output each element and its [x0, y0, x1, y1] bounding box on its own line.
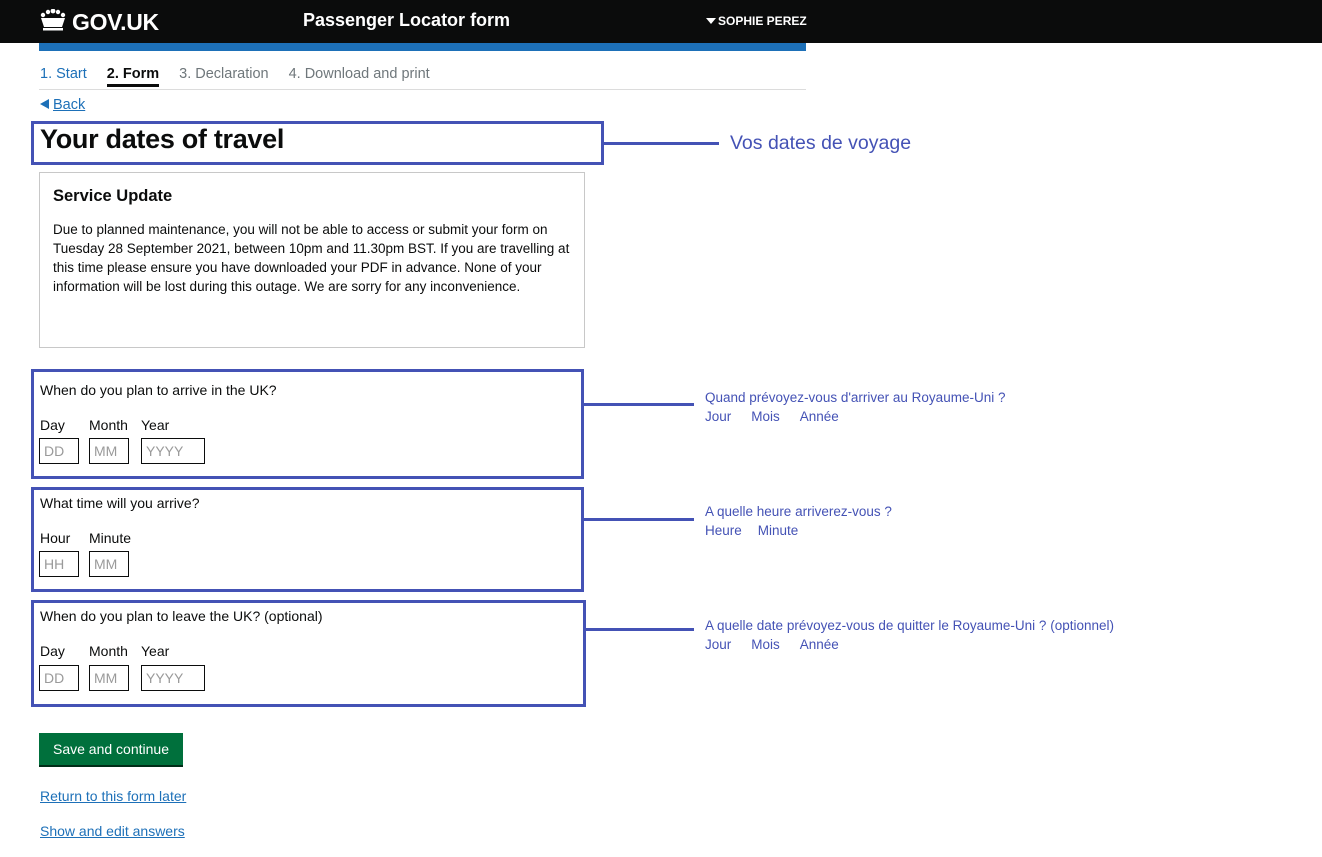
arrival-year-label: Year	[141, 417, 170, 433]
departure-month-label: Month	[89, 643, 128, 659]
step-form: 2. Form	[107, 66, 159, 87]
arrival-time-question: What time will you arrive?	[40, 495, 200, 511]
departure-date-question: When do you plan to leave the UK? (optional)	[40, 608, 323, 624]
page-title-translation: Vos dates de voyage	[730, 132, 912, 154]
arrival-date-translation-question: Quand prévoyez-vous d'arriver au Royaume-Uni ?	[705, 390, 1006, 405]
arrival-minute-input[interactable]	[89, 551, 129, 577]
departure-month-input[interactable]	[89, 665, 129, 691]
service-update-body: Due to planned maintenance, you will not be able to access or submit your form on Tuesday 28 September 2021, between 10pm and 11.30pm BST. If you are travelling at this time please ensure you have downloaded your PDF in advance. None of your information will be lost during this outage. We are sorry for any inconvenience.	[53, 222, 570, 294]
page-title: Your dates of travel	[40, 124, 285, 154]
back-arrow-icon	[40, 97, 49, 113]
progress-steps	[40, 66, 430, 87]
arrival-hour-label: Hour	[40, 530, 71, 546]
arrival-time-translation	[705, 502, 892, 540]
step-declaration: 3. Declaration	[179, 66, 269, 82]
arrival-hour-input[interactable]	[39, 551, 79, 577]
departure-date-annotation-line	[586, 628, 694, 631]
departure-year-translation: Année	[799, 637, 839, 652]
service-update-panel	[39, 172, 585, 348]
departure-year-label: Year	[141, 643, 170, 659]
back-link[interactable]	[40, 97, 85, 113]
arrival-day-input[interactable]	[39, 438, 79, 464]
departure-day-input[interactable]	[39, 665, 79, 691]
arrival-date-question: When do you plan to arrive in the UK?	[40, 382, 277, 398]
arrival-date-translation	[705, 388, 1005, 426]
arrival-month-translation: Mois	[751, 409, 780, 424]
arrival-minute-label: Minute	[89, 530, 132, 546]
arrival-minute-translation: Minute	[757, 523, 799, 538]
user-menu[interactable]	[706, 14, 807, 28]
step-start[interactable]: 1. Start	[40, 66, 87, 82]
departure-date-translation-question: A quelle date prévoyez-vous de quitter le Royaume-Uni ? (optionnel)	[705, 618, 1114, 633]
arrival-date-annotation-line	[584, 403, 694, 406]
departure-year-input[interactable]	[141, 665, 205, 691]
arrival-day-label: Day	[40, 417, 65, 433]
service-update-heading: Service Update	[53, 187, 173, 205]
arrival-time-translation-question: A quelle heure arriverez-vous ?	[705, 504, 892, 519]
arrival-hour-translation: Heure	[705, 523, 742, 538]
caret-down-icon	[706, 14, 716, 28]
service-name-link[interactable]: Passenger Locator form	[303, 10, 511, 30]
header-accent-strip	[39, 43, 806, 51]
crown-icon	[39, 9, 67, 36]
show-edit-answers-link[interactable]: Show and edit answers	[40, 823, 185, 839]
arrival-day-translation: Jour	[705, 409, 732, 424]
title-annotation-line	[604, 142, 719, 145]
return-later-link[interactable]: Return to this form later	[40, 788, 187, 804]
logo-text: GOV.UK	[72, 8, 159, 35]
departure-date-translation	[705, 616, 1114, 654]
departure-day-label: Day	[40, 643, 65, 659]
steps-divider	[39, 89, 806, 90]
user-name: SOPHIE PEREZ	[718, 14, 807, 28]
departure-month-translation: Mois	[751, 637, 780, 652]
govuk-logo-link[interactable]	[39, 8, 159, 36]
arrival-year-translation: Année	[799, 409, 839, 424]
step-download: 4. Download and print	[288, 66, 430, 82]
save-and-continue-button[interactable]: Save and continue	[39, 733, 183, 765]
arrival-month-label: Month	[89, 417, 128, 433]
arrival-month-input[interactable]	[89, 438, 129, 464]
govuk-header	[0, 0, 1322, 43]
departure-day-translation: Jour	[705, 637, 732, 652]
arrival-time-annotation-line	[584, 518, 694, 521]
arrival-year-input[interactable]	[141, 438, 205, 464]
back-label: Back	[53, 97, 86, 113]
